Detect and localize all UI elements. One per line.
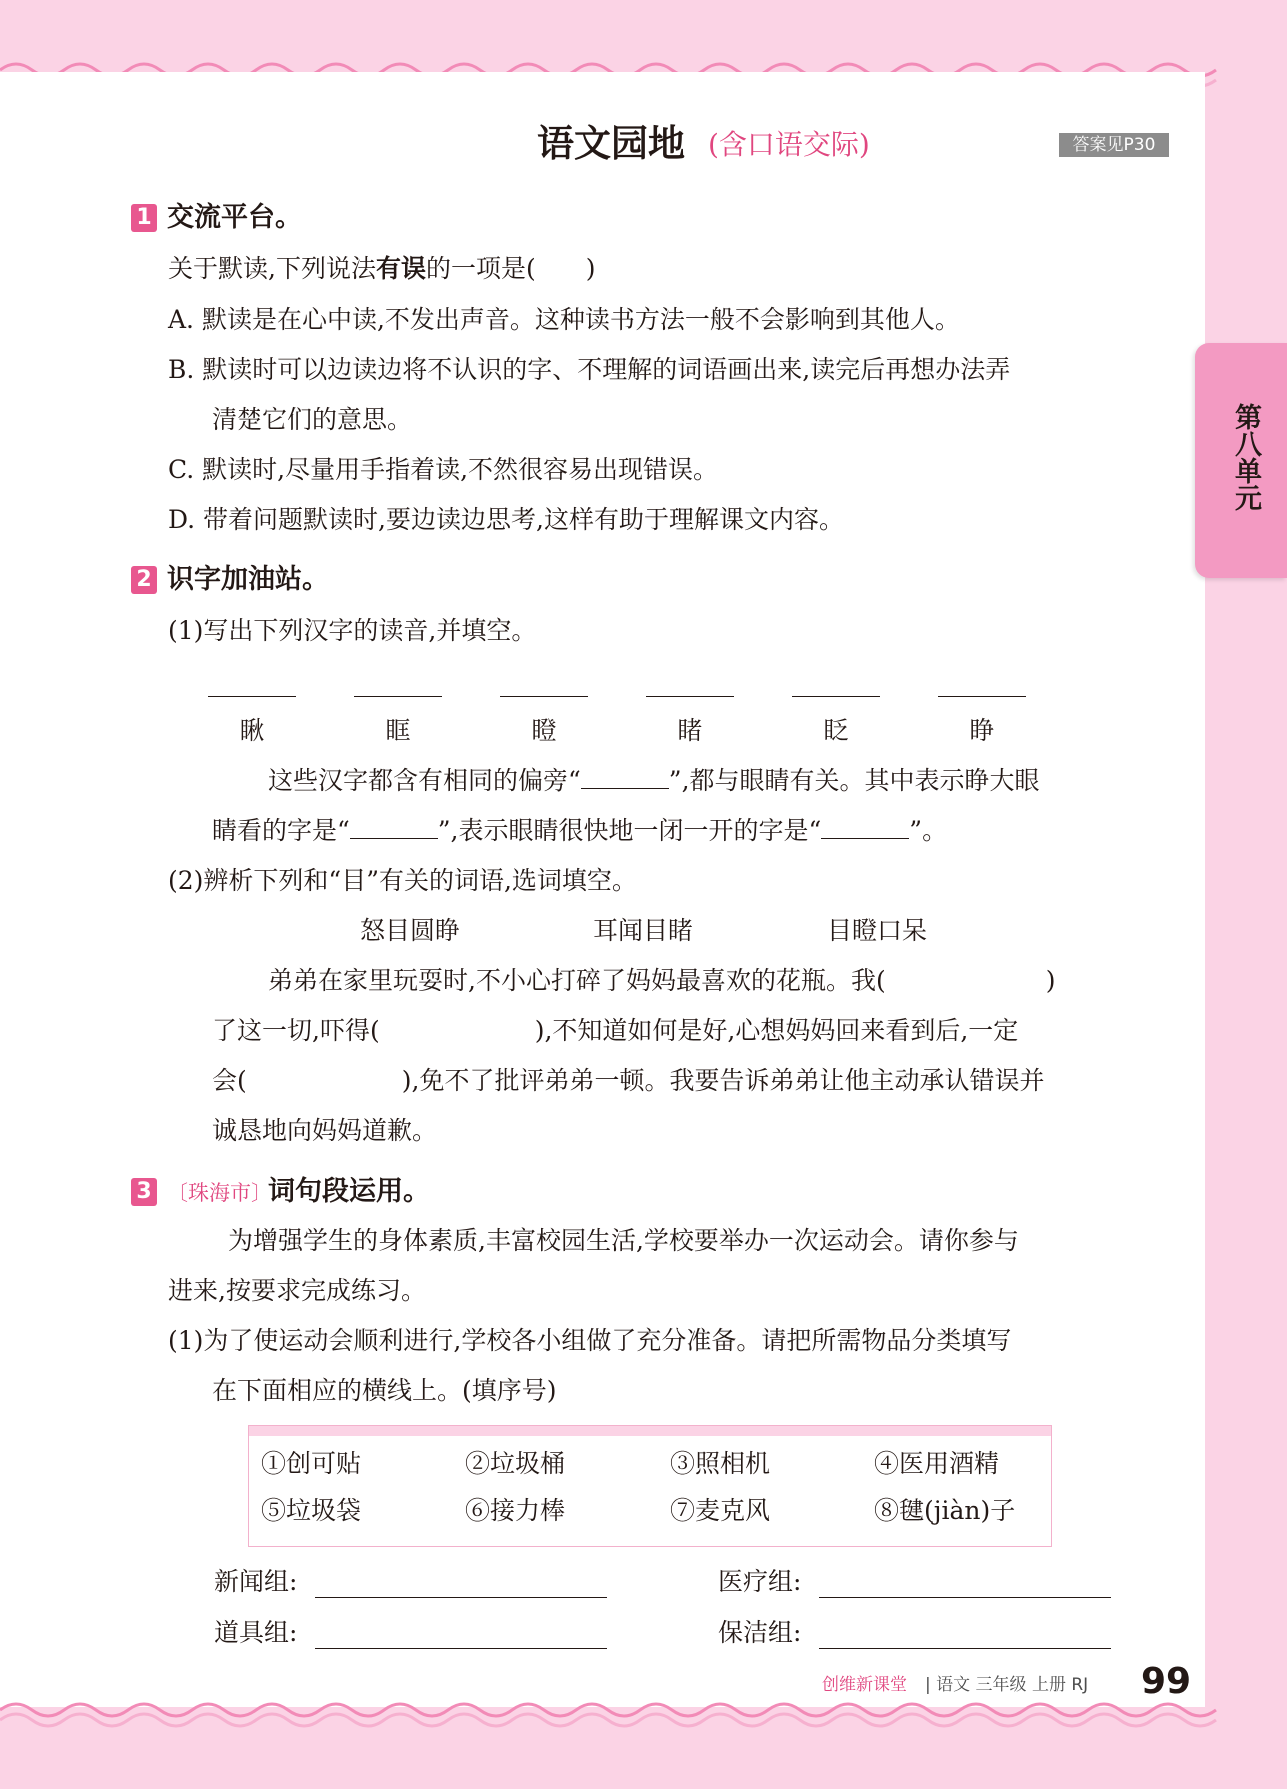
pinyin-blank[interactable] [938,696,1026,697]
q1-prompt-d: ) [585,254,596,283]
bottom-wave-border [0,1690,1287,1750]
q2-paragraph-line-1 [268,966,1055,996]
q1-option-d: D. 带着问题默读时,要边读边思考,这样有助于理解课文内容。 [168,505,844,534]
item-option: ①创可贴 [261,1449,362,1478]
q2-paragraph-line-4: 诚恳地向妈妈道歉。 [212,1116,438,1145]
items-box [248,1425,1052,1547]
q3-part1-line-2: 在下面相应的横线上。(填序号) [212,1376,557,1405]
q2-part2-instruction: (2)辨析下列和“目”有关的词语,选词填空。 [168,866,637,895]
item-option: ⑧毽(jiàn)子 [874,1496,1016,1525]
q1-option-b: B. 默读时可以边读边将不认识的字、不理解的词语画出来,读完后再想办法弄 [168,355,1011,384]
region-tag: 〔珠海市〕 [167,1181,272,1205]
hanzi-char: 眶 [385,716,411,745]
question-1-heading: 交流平台。 [167,202,302,233]
q2-fill-line-1 [268,766,1040,796]
q2-part1-instruction: (1)写出下列汉字的读音,并填空。 [168,616,537,645]
q2-paragraph-line-3 [212,1066,1044,1096]
answer-reference-badge: 答案见P30 [1059,133,1169,157]
q2-fill-line-2 [212,816,947,846]
word-choice: 目瞪口呆 [827,916,928,945]
pinyin-blank[interactable] [354,696,442,697]
page-number: 99 [1141,1661,1192,1702]
pinyin-blank[interactable] [208,696,296,697]
pinyin-blank[interactable] [500,696,588,697]
items-box-stripe [249,1426,1051,1436]
q3-intro-line-2: 进来,按要求完成练习。 [168,1276,426,1305]
q2-fill1-b: ”,都与眼睛有关。其中表示睁大眼 [668,766,1040,795]
question-1-number: 1 [131,204,157,232]
props-group-answer-line[interactable] [315,1648,607,1649]
question-1-prompt [168,254,596,284]
question-2-number: 2 [131,566,157,594]
unit-side-tab [1195,343,1287,578]
page-subtitle: (含口语交际) [708,128,870,161]
q1-option-a: A. 默读是在心中读,不发出声音。这种读书方法一般不会影响到其他人。 [168,305,960,334]
hanzi-char: 瞪 [531,716,557,745]
q2-para2-b: ),不知道如何是好,心想妈妈回来看到后,一定 [534,1016,1019,1045]
item-option: ⑤垃圾袋 [261,1496,362,1525]
footer-book-info: | 语文 三年级 上册 RJ [925,1675,1089,1695]
group-label-medical: 医疗组: [718,1567,802,1596]
hanzi-char: 眨 [823,716,849,745]
pinyin-blank[interactable] [792,696,880,697]
q3-part1-line-1: (1)为了使运动会顺利进行,学校各小组做了充分准备。请把所需物品分类填写 [168,1326,1012,1355]
cleaning-group-answer-line[interactable] [819,1648,1111,1649]
group-label-news: 新闻组: [214,1567,298,1596]
blink-char-blank[interactable] [821,816,909,839]
question-2-heading: 识字加油站。 [167,564,329,595]
q1-prompt-c: 的一项是( [425,254,536,283]
news-group-answer-line[interactable] [315,1597,607,1598]
item-option: ④医用酒精 [874,1449,1000,1478]
group-label-props: 道具组: [214,1618,298,1647]
footer-brand: 创维新课堂 [822,1675,907,1695]
question-3-heading: 词句段运用。 [268,1176,430,1207]
word-choice: 耳闻目睹 [593,916,694,945]
page-title: 语文园地 [537,122,685,165]
word-choice: 怒目圆睁 [360,916,461,945]
q2-para1-b: ) [1045,966,1056,995]
hanzi-char: 瞅 [239,716,265,745]
q1-option-b-continued: 清楚它们的意思。 [212,405,413,434]
q2-fill2-a: 睛看的字是“ [212,816,350,845]
q2-para2-a: 了这一切,吓得( [212,1016,380,1045]
item-option: ⑦麦克风 [670,1496,771,1525]
item-option: ③照相机 [670,1449,771,1478]
q1-prompt-emphasis: 有误 [375,254,426,283]
item-option: ②垃圾桶 [465,1449,566,1478]
radical-blank[interactable] [581,766,669,789]
q2-paragraph-line-2 [212,1016,1018,1046]
pinyin-blank[interactable] [646,696,734,697]
q2-fill2-c: ”。 [909,816,948,845]
q1-option-c: C. 默读时,尽量用手指着读,不然很容易出现错误。 [168,455,719,484]
unit-side-tab-label: 第八单元 [1230,403,1261,511]
item-option: ⑥接力棒 [465,1496,566,1525]
q2-para1-a: 弟弟在家里玩耍时,不小心打碎了妈妈最喜欢的花瓶。我( [268,966,886,995]
q2-fill1-a: 这些汉字都含有相同的偏旁“ [268,766,581,795]
q2-fill2-b: ”,表示眼睛很快地一闭一开的字是“ [437,816,822,845]
q2-para3-a: 会( [212,1066,247,1095]
wide-eye-char-blank[interactable] [350,816,438,839]
q2-para3-b: ),免不了批评弟弟一顿。我要告诉弟弟让他主动承认错误并 [401,1066,1045,1095]
medical-group-answer-line[interactable] [819,1597,1111,1598]
q3-intro-line-1: 为增强学生的身体素质,丰富校园生活,学校要举办一次运动会。请你参与 [228,1226,1019,1255]
question-3-number: 3 [131,1178,157,1206]
hanzi-char: 睹 [677,716,703,745]
hanzi-char: 睁 [969,716,995,745]
q1-prompt-a: 关于默读,下列说法 [168,254,376,283]
group-label-cleaning: 保洁组: [718,1618,802,1647]
